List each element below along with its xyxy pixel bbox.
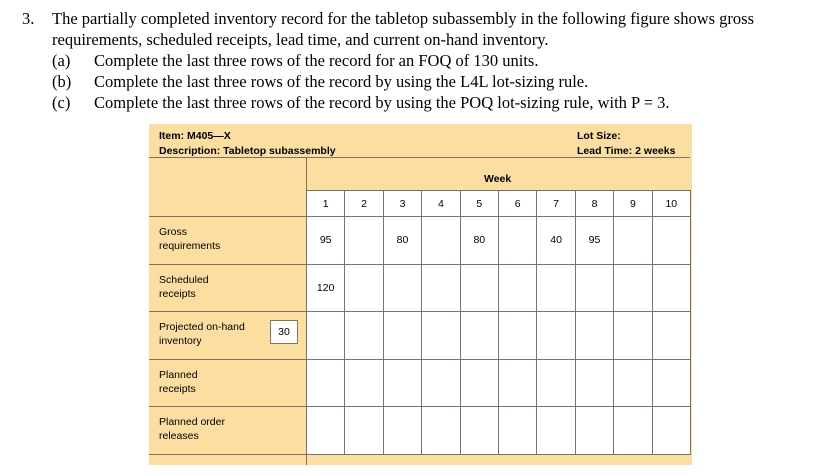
week-number-cell: 8 bbox=[575, 190, 614, 217]
row-label-line: Gross bbox=[159, 226, 188, 238]
part-c bbox=[52, 92, 812, 113]
record-cell bbox=[536, 264, 575, 313]
record-cell bbox=[383, 311, 422, 360]
row-divider bbox=[149, 406, 306, 407]
record-cell: 95 bbox=[306, 216, 345, 265]
record-cell bbox=[344, 311, 383, 360]
record-cell bbox=[575, 406, 614, 455]
record-cell bbox=[652, 216, 691, 265]
record-cell bbox=[421, 264, 460, 313]
row-divider bbox=[149, 311, 306, 312]
record-cell bbox=[421, 406, 460, 455]
lot-size-label: Lot Size: bbox=[577, 130, 621, 142]
record-cell: 80 bbox=[460, 216, 499, 265]
week-number-cell: 6 bbox=[498, 190, 537, 217]
week-number-cell: 1 bbox=[306, 190, 345, 217]
row-label-line: requirements bbox=[159, 240, 221, 252]
row-divider bbox=[149, 359, 306, 360]
record-cell bbox=[613, 264, 652, 313]
part-text: Complete the last three rows of the record by using the POQ lot-sizing rule, with P = 3. bbox=[94, 93, 670, 112]
record-cell bbox=[421, 216, 460, 265]
row-label bbox=[159, 225, 220, 253]
record-cell bbox=[383, 406, 422, 455]
record-cell bbox=[613, 216, 652, 265]
record-cell bbox=[575, 359, 614, 408]
grid-bottom-line bbox=[149, 454, 306, 455]
record-cell bbox=[383, 359, 422, 408]
row-divider bbox=[149, 264, 306, 265]
record-cell bbox=[383, 264, 422, 313]
week-number-cell: 10 bbox=[652, 190, 691, 217]
record-cell bbox=[536, 406, 575, 455]
row-label bbox=[159, 320, 245, 348]
part-label: (b) bbox=[52, 72, 72, 91]
week-number-cell: 5 bbox=[460, 190, 499, 217]
record-cell bbox=[460, 311, 499, 360]
record-cell bbox=[306, 311, 345, 360]
record-cell: 120 bbox=[306, 264, 345, 313]
record-cell bbox=[613, 311, 652, 360]
row-label-line: Scheduled bbox=[159, 273, 209, 286]
question-parts bbox=[52, 50, 812, 113]
part-label: (a) bbox=[52, 51, 71, 70]
record-cell bbox=[421, 359, 460, 408]
description-label: Description: Tabletop subassembly bbox=[159, 145, 336, 157]
question-number: 3. bbox=[22, 9, 35, 28]
question-block bbox=[22, 8, 812, 113]
record-cell bbox=[306, 406, 345, 455]
record-cell: 40 bbox=[536, 216, 575, 265]
part-a bbox=[52, 50, 812, 71]
row-label bbox=[159, 368, 198, 396]
record-cell bbox=[652, 311, 691, 360]
lead-time-label: Lead Time: 2 weeks bbox=[577, 145, 676, 157]
week-number-cell: 3 bbox=[383, 190, 422, 217]
week-number-cell: 2 bbox=[344, 190, 383, 217]
record-cell bbox=[613, 359, 652, 408]
inventory-record-figure bbox=[149, 124, 692, 465]
record-cell bbox=[575, 311, 614, 360]
row-label-line: Projected on-hand bbox=[159, 321, 245, 333]
part-label: (c) bbox=[52, 93, 71, 112]
row-label bbox=[159, 415, 225, 443]
record-cell bbox=[460, 264, 499, 313]
record-cell bbox=[306, 359, 345, 408]
week-header: Week bbox=[484, 173, 512, 185]
record-cell bbox=[652, 264, 691, 313]
record-cell bbox=[498, 359, 537, 408]
row-label-line: receipts bbox=[159, 287, 196, 300]
record-cell bbox=[536, 359, 575, 408]
grid-top-line bbox=[149, 157, 690, 158]
record-cell bbox=[498, 311, 537, 360]
week-number-cell: 7 bbox=[536, 190, 575, 217]
record-cell bbox=[344, 359, 383, 408]
record-cell bbox=[498, 406, 537, 455]
record-cell bbox=[575, 264, 614, 313]
current-on-hand-box: 30 bbox=[270, 320, 298, 344]
row-label-line: Planned bbox=[159, 368, 198, 381]
item-label: Item: M405—X bbox=[159, 130, 231, 142]
record-cell bbox=[613, 406, 652, 455]
question-stem: The partially completed inventory record for the tabletop subassembly in the following figure shows gross requirements, scheduled receipts, lead time, and current on-hand inventory. bbox=[52, 9, 754, 49]
record-cell bbox=[536, 311, 575, 360]
row-label-line: releases bbox=[159, 430, 199, 442]
record-cell bbox=[344, 406, 383, 455]
part-text: Complete the last three rows of the record for an FOQ of 130 units. bbox=[94, 51, 539, 70]
row-label-line: Planned order bbox=[159, 416, 225, 428]
record-cell bbox=[344, 216, 383, 265]
week-number-cell: 9 bbox=[613, 190, 652, 217]
record-cell bbox=[344, 264, 383, 313]
row-label-line: receipts bbox=[159, 382, 196, 395]
row-divider bbox=[149, 216, 306, 217]
record-cell bbox=[460, 359, 499, 408]
record-cell bbox=[498, 216, 537, 265]
row-label-line: inventory bbox=[159, 335, 202, 347]
record-cell bbox=[421, 311, 460, 360]
part-b bbox=[52, 71, 812, 92]
record-cell bbox=[652, 359, 691, 408]
row-label bbox=[159, 273, 209, 301]
record-cell: 80 bbox=[383, 216, 422, 265]
week-number-cell: 4 bbox=[421, 190, 460, 217]
record-cell bbox=[498, 264, 537, 313]
record-cell: 95 bbox=[575, 216, 614, 265]
record-cell bbox=[460, 406, 499, 455]
part-text: Complete the last three rows of the record by using the L4L lot-sizing rule. bbox=[94, 72, 589, 91]
record-cell bbox=[652, 406, 691, 455]
